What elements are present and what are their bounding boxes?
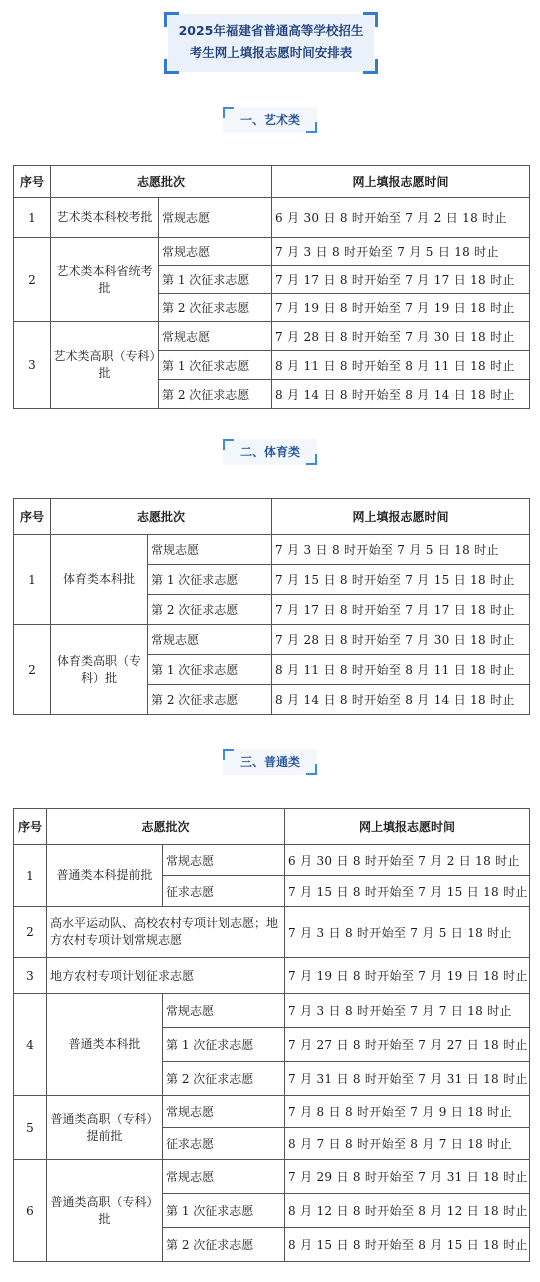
row-number: 6 bbox=[14, 1160, 47, 1262]
fill-time: 7 月 8 日 8 时开始至 7 月 9 日 18 时止 bbox=[285, 1096, 530, 1128]
fill-time: 7 月 3 日 8 时开始至 7 月 5 日 18 时止 bbox=[285, 907, 530, 958]
fill-time: 8 月 12 日 8 时开始至 8 月 12 日 18 时止 bbox=[285, 1194, 530, 1228]
row-number: 2 bbox=[14, 238, 51, 322]
section-heading-art bbox=[223, 107, 317, 133]
section-heading-sports bbox=[223, 439, 317, 465]
sports-schedule-table bbox=[13, 498, 530, 715]
fill-time: 7 月 19 日 8 时开始至 7 月 19 日 18 时止 bbox=[285, 958, 530, 994]
section-heading-label: 一、艺术类 bbox=[239, 113, 300, 127]
row-number: 2 bbox=[14, 907, 47, 958]
fill-time: 7 月 28 日 8 时开始至 7 月 30 日 18 时止 bbox=[272, 625, 530, 655]
corner-decoration bbox=[363, 59, 378, 74]
fill-time: 7 月 15 日 8 时开始至 7 月 15 日 18 时止 bbox=[272, 565, 530, 595]
row-number: 4 bbox=[14, 994, 47, 1096]
batch-name: 地方农村专项计划征求志愿 bbox=[47, 958, 285, 994]
section-heading-label: 三、普通类 bbox=[239, 755, 300, 769]
fill-time: 7 月 17 日 8 时开始至 7 月 17 日 18 时止 bbox=[272, 266, 530, 294]
table-row bbox=[14, 322, 530, 351]
volunteer-type: 征求志愿 bbox=[163, 876, 285, 907]
batch-name: 高水平运动队、高校农村专项计划志愿；地方农村专项计划常规志愿 bbox=[47, 907, 285, 958]
fill-time: 8 月 14 日 8 时开始至 8 月 14 日 18 时止 bbox=[272, 685, 530, 715]
row-number: 1 bbox=[14, 535, 51, 625]
corner-decoration bbox=[363, 12, 378, 27]
row-number: 1 bbox=[14, 845, 47, 907]
general-schedule-table bbox=[13, 808, 530, 1262]
header-no: 序号 bbox=[14, 809, 47, 845]
batch-name: 体育类高职（专科）批 bbox=[51, 625, 148, 715]
corner-decoration bbox=[223, 749, 234, 760]
volunteer-type: 第 1 次征求志愿 bbox=[159, 266, 272, 294]
corner-decoration bbox=[223, 439, 234, 450]
row-number: 2 bbox=[14, 625, 51, 715]
batch-name: 体育类本科批 bbox=[51, 535, 148, 625]
row-number: 1 bbox=[14, 198, 51, 238]
volunteer-type: 常规志愿 bbox=[148, 535, 272, 565]
header-batch: 志愿批次 bbox=[51, 499, 272, 535]
fill-time: 8 月 11 日 8 时开始至 8 月 11 日 18 时止 bbox=[272, 351, 530, 380]
batch-name: 艺术类高职（专科）批 bbox=[51, 322, 159, 409]
volunteer-type: 第 2 次征求志愿 bbox=[159, 294, 272, 322]
header-time: 网上填报志愿时间 bbox=[272, 499, 530, 535]
section-heading-general bbox=[223, 749, 317, 775]
fill-time: 7 月 15 日 8 时开始至 7 月 15 日 18 时止 bbox=[285, 876, 530, 907]
section-heading-label: 二、体育类 bbox=[239, 445, 300, 459]
table-row bbox=[14, 535, 530, 565]
volunteer-type: 第 2 次征求志愿 bbox=[163, 1228, 285, 1262]
volunteer-type: 常规志愿 bbox=[163, 994, 285, 1028]
table-row bbox=[14, 907, 530, 958]
corner-decoration bbox=[306, 764, 317, 775]
volunteer-type: 常规志愿 bbox=[163, 845, 285, 876]
table-row bbox=[14, 845, 530, 876]
table-header-row bbox=[14, 809, 530, 845]
batch-name: 普通类本科批 bbox=[47, 994, 163, 1096]
batch-name: 艺术类本科校考批 bbox=[51, 198, 159, 238]
header-time: 网上填报志愿时间 bbox=[272, 166, 530, 198]
page-title-line-1: 2025年福建省普通高等学校招生 bbox=[178, 23, 364, 38]
header-time: 网上填报志愿时间 bbox=[285, 809, 530, 845]
header-batch: 志愿批次 bbox=[47, 809, 285, 845]
volunteer-type: 第 1 次征求志愿 bbox=[148, 565, 272, 595]
volunteer-type: 第 1 次征求志愿 bbox=[148, 655, 272, 685]
batch-name: 艺术类本科省统考批 bbox=[51, 238, 159, 322]
table-row bbox=[14, 238, 530, 266]
fill-time: 7 月 17 日 8 时开始至 7 月 17 日 18 时止 bbox=[272, 595, 530, 625]
fill-time: 7 月 31 日 8 时开始至 7 月 31 日 18 时止 bbox=[285, 1062, 530, 1096]
table-row bbox=[14, 198, 530, 238]
row-number: 5 bbox=[14, 1096, 47, 1160]
volunteer-type: 常规志愿 bbox=[163, 1096, 285, 1128]
volunteer-type: 第 2 次征求志愿 bbox=[163, 1062, 285, 1096]
table-row bbox=[14, 1096, 530, 1128]
table-row bbox=[14, 625, 530, 655]
table-row bbox=[14, 1160, 530, 1194]
volunteer-type: 常规志愿 bbox=[159, 322, 272, 351]
corner-decoration bbox=[306, 122, 317, 133]
fill-time: 7 月 28 日 8 时开始至 7 月 30 日 18 时止 bbox=[272, 322, 530, 351]
fill-time: 7 月 19 日 8 时开始至 7 月 19 日 18 时止 bbox=[272, 294, 530, 322]
fill-time: 7 月 3 日 8 时开始至 7 月 5 日 18 时止 bbox=[272, 238, 530, 266]
batch-name: 普通类本科提前批 bbox=[47, 845, 163, 907]
table-header-row bbox=[14, 499, 530, 535]
volunteer-type: 第 1 次征求志愿 bbox=[163, 1028, 285, 1062]
volunteer-type: 常规志愿 bbox=[163, 1160, 285, 1194]
header-no: 序号 bbox=[14, 166, 51, 198]
table-row bbox=[14, 958, 530, 994]
title-box bbox=[168, 14, 374, 72]
fill-time: 7 月 29 日 8 时开始至 7 月 31 日 18 时止 bbox=[285, 1160, 530, 1194]
fill-time: 8 月 11 日 8 时开始至 8 月 11 日 18 时止 bbox=[272, 655, 530, 685]
corner-decoration bbox=[164, 59, 179, 74]
corner-decoration bbox=[223, 107, 234, 118]
fill-time: 7 月 3 日 8 时开始至 7 月 7 日 18 时止 bbox=[285, 994, 530, 1028]
volunteer-type: 第 2 次征求志愿 bbox=[159, 380, 272, 409]
volunteer-type: 第 2 次征求志愿 bbox=[148, 595, 272, 625]
fill-time: 8 月 15 日 8 时开始至 8 月 15 日 18 时止 bbox=[285, 1228, 530, 1262]
row-number: 3 bbox=[14, 958, 47, 994]
fill-time: 6 月 30 日 8 时开始至 7 月 2 日 18 时止 bbox=[272, 198, 530, 238]
batch-name: 普通类高职（专科）批 bbox=[47, 1160, 163, 1262]
art-schedule-table bbox=[13, 165, 530, 409]
header-batch: 志愿批次 bbox=[51, 166, 272, 198]
page-title-line-2: 考生网上填报志愿时间安排表 bbox=[189, 45, 353, 60]
header-no: 序号 bbox=[14, 499, 51, 535]
volunteer-type: 常规志愿 bbox=[159, 198, 272, 238]
fill-time: 8 月 14 日 8 时开始至 8 月 14 日 18 时止 bbox=[272, 380, 530, 409]
corner-decoration bbox=[306, 454, 317, 465]
corner-decoration bbox=[164, 12, 179, 27]
volunteer-type: 常规志愿 bbox=[148, 625, 272, 655]
fill-time: 7 月 27 日 8 时开始至 7 月 27 日 18 时止 bbox=[285, 1028, 530, 1062]
volunteer-type: 征求志愿 bbox=[163, 1128, 285, 1160]
volunteer-type: 第 1 次征求志愿 bbox=[159, 351, 272, 380]
volunteer-type: 常规志愿 bbox=[159, 238, 272, 266]
volunteer-type: 第 1 次征求志愿 bbox=[163, 1194, 285, 1228]
batch-name: 普通类高职（专科）提前批 bbox=[47, 1096, 163, 1160]
volunteer-type: 第 2 次征求志愿 bbox=[148, 685, 272, 715]
fill-time: 6 月 30 日 8 时开始至 7 月 2 日 18 时止 bbox=[285, 845, 530, 876]
table-header-row bbox=[14, 166, 530, 198]
row-number: 3 bbox=[14, 322, 51, 409]
fill-time: 7 月 3 日 8 时开始至 7 月 5 日 18 时止 bbox=[272, 535, 530, 565]
fill-time: 8 月 7 日 8 时开始至 8 月 7 日 18 时止 bbox=[285, 1128, 530, 1160]
table-row bbox=[14, 994, 530, 1028]
